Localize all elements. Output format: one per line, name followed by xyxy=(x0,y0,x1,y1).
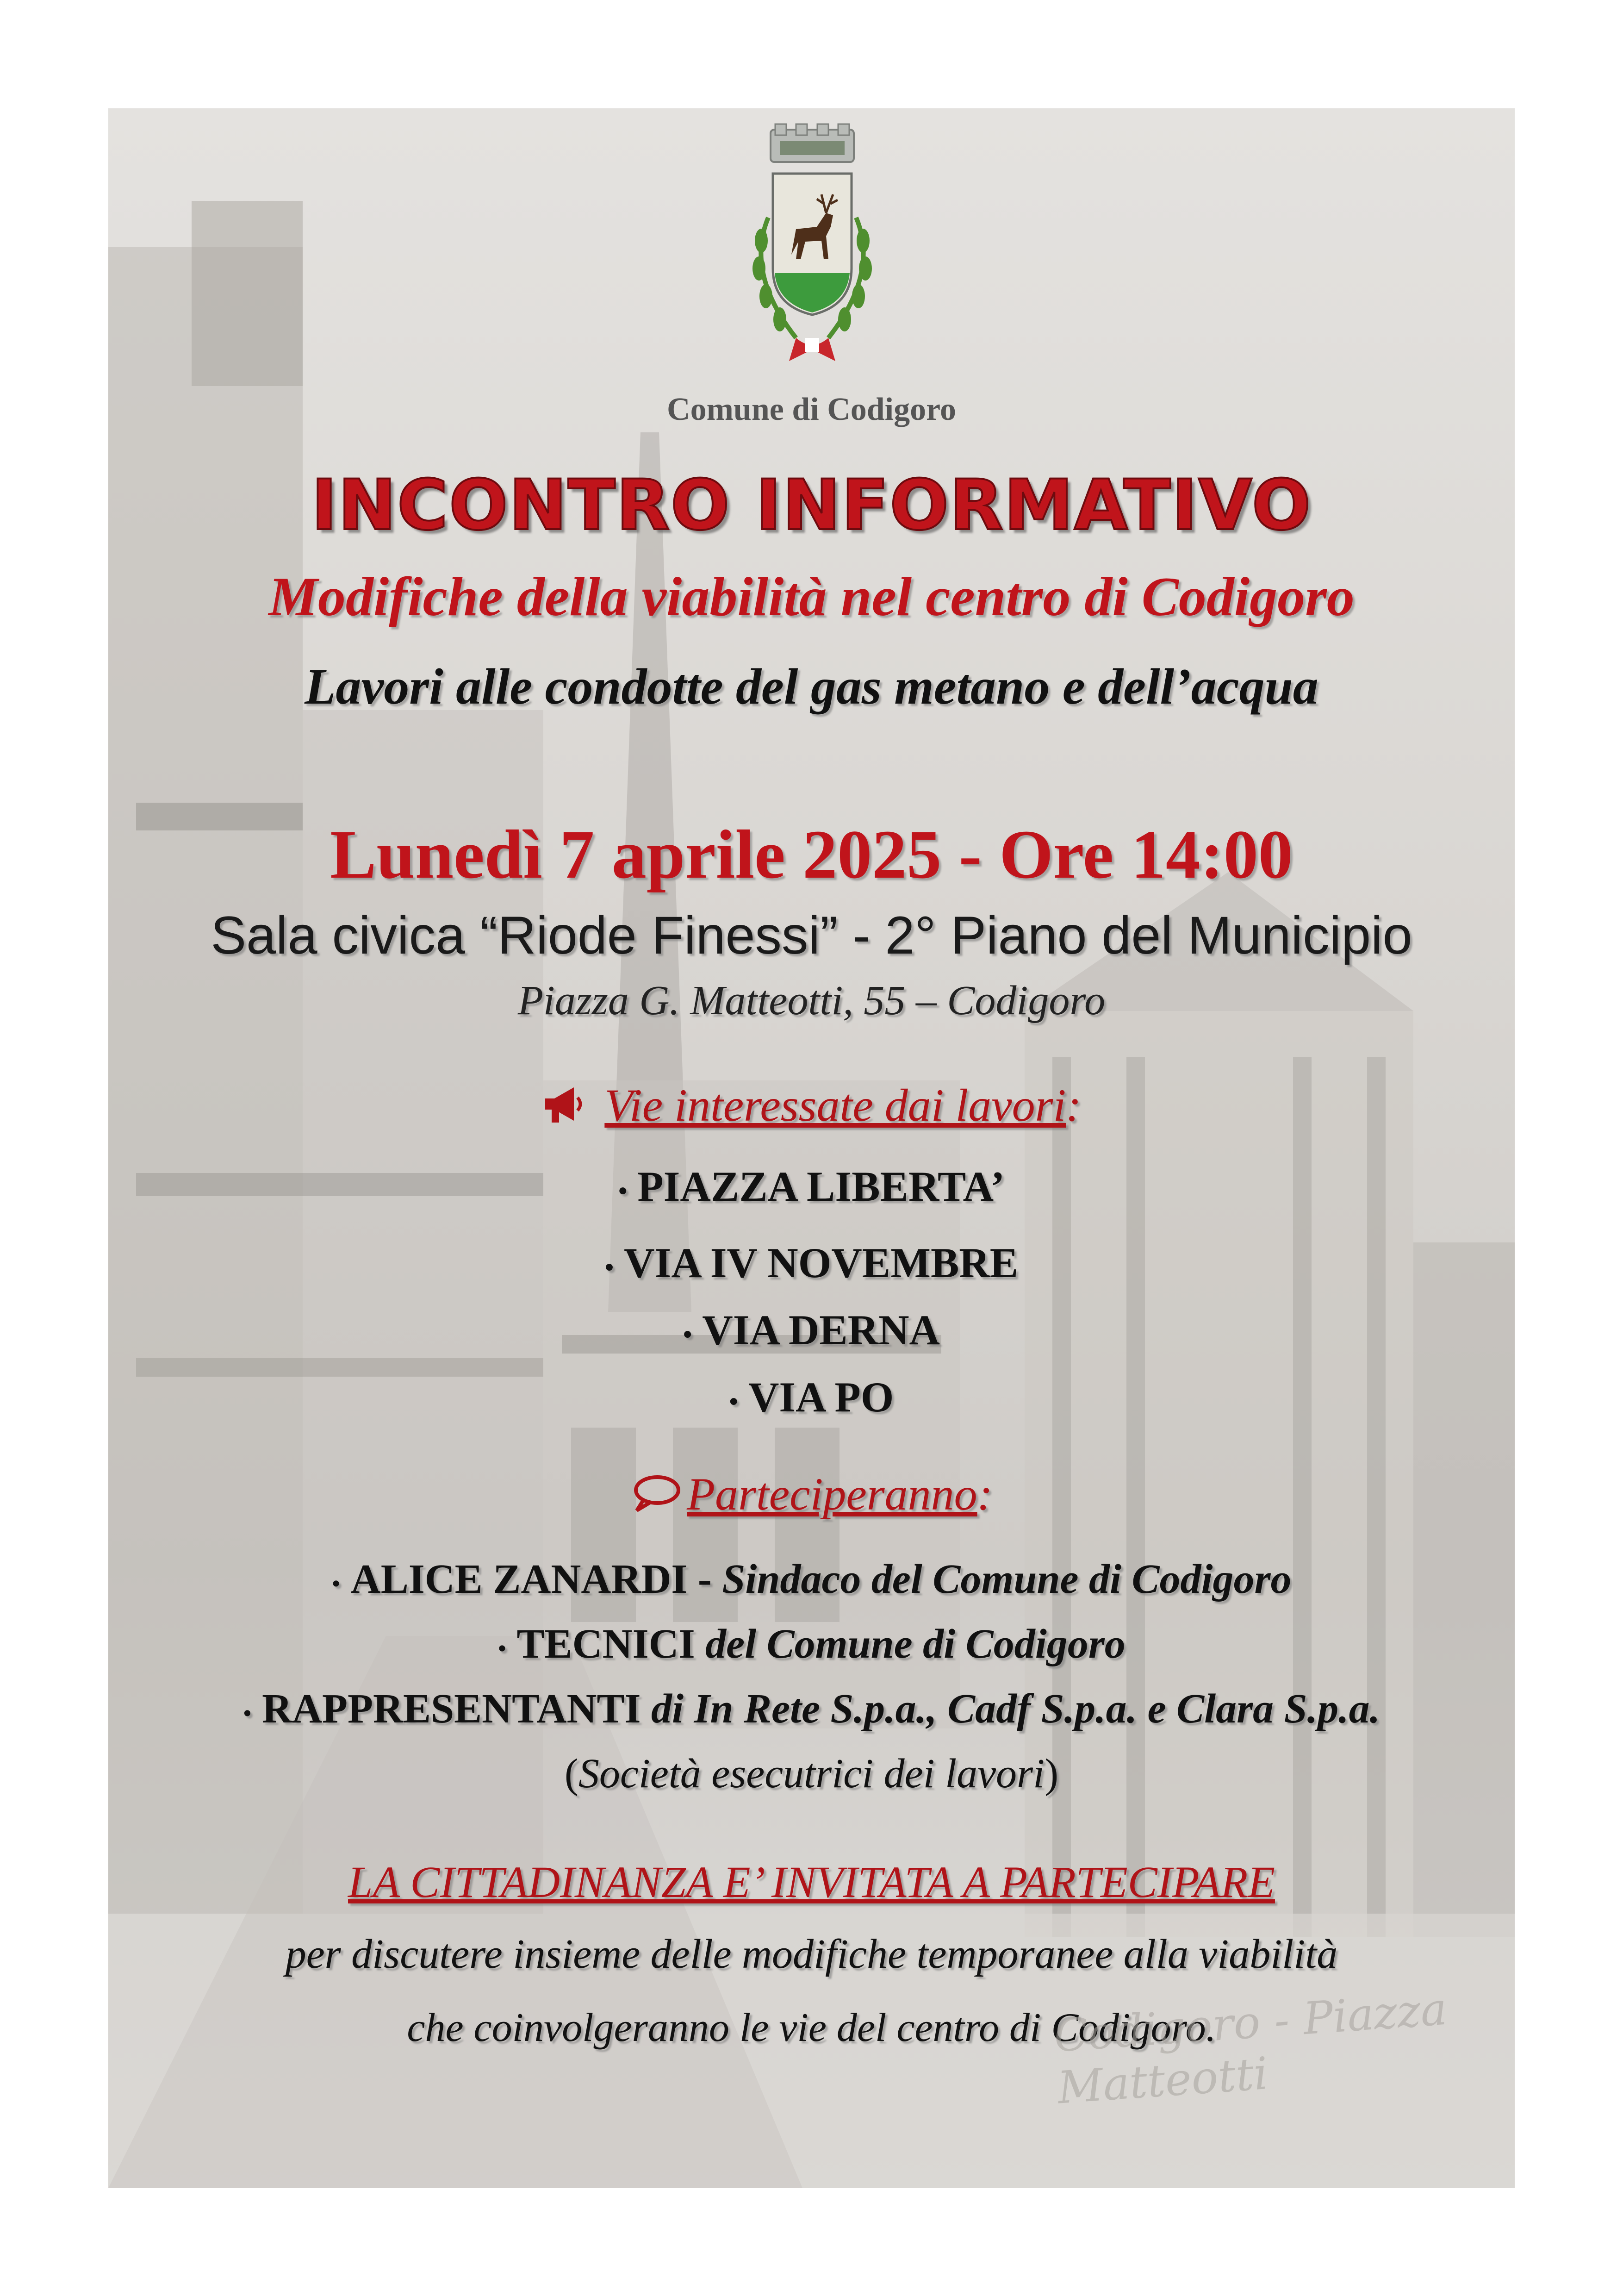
street-name: PIAZZA LIBERTA’ xyxy=(637,1163,1005,1210)
participant-name: TECNICI xyxy=(516,1621,695,1667)
municipality-name: Comune di Codigoro xyxy=(667,392,956,427)
street-item xyxy=(0,1373,1623,1422)
participant-separator xyxy=(695,1621,706,1667)
street-name: VIA IV NOVEMBRE xyxy=(624,1239,1019,1286)
note-open-paren: ( xyxy=(564,1751,578,1797)
event-subtitle: Modifiche della viabilità nel centro di Codigoro xyxy=(268,566,1355,627)
participant-role: Sindaco del Comune di Codigoro xyxy=(722,1556,1292,1602)
participant-role: di In Rete S.p.a., Cadf S.p.a. e Clara S.p.a. xyxy=(651,1686,1380,1732)
participant-name: RAPPRESENTANTI xyxy=(262,1686,641,1732)
participant-item xyxy=(0,1620,1623,1668)
participant-name: ALICE ZANARDI xyxy=(350,1556,688,1602)
bullet: • xyxy=(497,1634,507,1662)
streets-heading xyxy=(0,1079,1623,1132)
participants-heading-label: Parteciperanno xyxy=(687,1468,977,1520)
event-datetime: Lunedì 7 aprile 2025 - Ore 14:00 xyxy=(330,816,1293,893)
event-venue: Sala civica “Riode Finessi” - 2° Piano del Municipio xyxy=(211,906,1412,965)
bullet: • xyxy=(331,1569,341,1597)
participants-heading-colon: : xyxy=(977,1468,993,1520)
participants-heading xyxy=(0,1467,1623,1521)
street-item xyxy=(0,1162,1623,1211)
bullet: • xyxy=(729,1387,738,1416)
photo-caption: Codigoro - Piazza Matteotti xyxy=(1052,1983,1449,2114)
coat-of-arms-icon xyxy=(736,120,889,380)
street-item xyxy=(0,1305,1623,1354)
event-subtitle-works: Lavori alle condotte del gas metano e dell’acqua xyxy=(305,658,1318,715)
closing-line-2: che coinvolgeranno le vie del centro di Codigoro. xyxy=(407,2005,1216,2050)
participant-separator: - xyxy=(687,1556,722,1602)
streets-heading-label: Vie interessate dai lavori xyxy=(604,1079,1066,1131)
invitation-heading: LA CITTADINANZA E’ INVITATA A PARTECIPARE xyxy=(348,1857,1275,1907)
speech-bubble-icon xyxy=(630,1473,681,1512)
bullet: • xyxy=(243,1698,252,1727)
street-item xyxy=(0,1238,1623,1287)
bullet: • xyxy=(683,1320,692,1349)
participant-separator xyxy=(641,1686,652,1732)
event-title: INCONTRO INFORMATIVO xyxy=(311,465,1312,546)
note-text: Società esecutrici dei lavori xyxy=(578,1751,1045,1797)
bullet: • xyxy=(618,1177,628,1205)
event-address: Piazza G. Matteotti, 55 – Codigoro xyxy=(517,978,1106,1023)
streets-heading-colon: : xyxy=(1066,1079,1082,1131)
participant-role: del Comune di Codigoro xyxy=(705,1621,1126,1667)
participant-item xyxy=(0,1555,1623,1603)
closing-line-1: per discutere insieme delle modifiche temporanee alla viabilità xyxy=(285,1931,1338,1977)
street-name: VIA DERNA xyxy=(702,1306,940,1354)
participants-note xyxy=(0,1750,1623,1797)
note-close-paren: ) xyxy=(1045,1751,1059,1797)
participant-item xyxy=(0,1685,1623,1733)
bullet: • xyxy=(604,1253,614,1282)
megaphone-icon xyxy=(541,1085,586,1123)
street-name: VIA PO xyxy=(748,1373,894,1421)
